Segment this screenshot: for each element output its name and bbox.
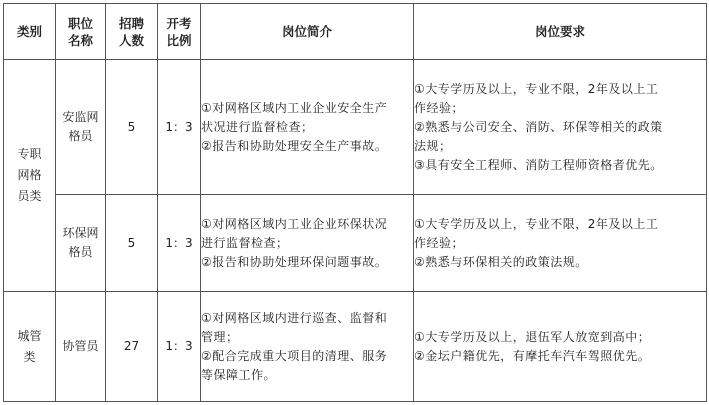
position-name-line: 环保网 bbox=[62, 226, 99, 240]
position-name-line: 格员 bbox=[68, 129, 93, 143]
requirement-line: 作经验； bbox=[414, 100, 465, 115]
header-hiring-line-1: 招聘 bbox=[118, 15, 144, 31]
intro-line: ①对网格区域内工业企业安全生产 bbox=[201, 100, 388, 115]
header-ratio-line-2: 比例 bbox=[166, 32, 192, 48]
position-name-line: 协管员 bbox=[62, 339, 99, 353]
intro-line: ②配合完成重大项目的清理、服务 bbox=[201, 348, 388, 363]
requirement-line: 法规； bbox=[414, 138, 452, 153]
header-category bbox=[4, 4, 56, 60]
table-row bbox=[4, 60, 707, 195]
hiring-count-cell: 27 bbox=[106, 292, 158, 402]
requirement-line: 作经验； bbox=[414, 235, 465, 250]
intro-line: 管理； bbox=[201, 329, 239, 344]
category-cell bbox=[4, 292, 56, 402]
table-row bbox=[4, 195, 707, 292]
job-requirements-cell bbox=[414, 292, 707, 402]
intro-line: ①对网格区域内工业企业环保状况 bbox=[201, 216, 388, 231]
header-hiring-count bbox=[106, 4, 158, 60]
header-exam-ratio bbox=[158, 4, 201, 60]
job-table bbox=[3, 3, 707, 402]
requirement-line: ①大专学历及以上，退伍军人放宽到高中； bbox=[414, 329, 651, 344]
header-job-requirements bbox=[414, 4, 707, 60]
requirement-line: ②熟悉与环保相关的政策法规。 bbox=[414, 254, 588, 269]
category-line: 网格 bbox=[17, 168, 42, 182]
intro-line: 等保障工作。 bbox=[201, 367, 277, 382]
requirement-line: ③具有安全工程师、消防工程师资格者优先。 bbox=[414, 157, 663, 172]
header-category-line: 类别 bbox=[16, 24, 42, 39]
header-requirements-line: 岗位要求 bbox=[534, 24, 585, 39]
intro-line: ①对网格区域内进行巡查、监督和 bbox=[201, 310, 388, 325]
category-line: 专职 bbox=[17, 147, 42, 161]
header-hiring-line-2: 人数 bbox=[118, 32, 144, 48]
requirement-line: ②熟悉与公司安全、消防、环保等相关的政策 bbox=[414, 119, 663, 134]
position-name-line: 安监网 bbox=[62, 110, 99, 124]
category-line: 员类 bbox=[17, 189, 42, 203]
exam-ratio-cell: 1：3 bbox=[158, 195, 201, 292]
intro-line: ②报告和协助处理环保问题事故。 bbox=[201, 254, 388, 269]
header-intro-line: 岗位简介 bbox=[281, 24, 332, 39]
position-name-cell bbox=[56, 292, 106, 402]
requirement-line: ①大专学历及以上，专业不限，2年及以上工 bbox=[414, 81, 659, 96]
header-ratio-line-1: 开考 bbox=[166, 15, 192, 31]
job-requirements-cell bbox=[414, 60, 707, 195]
job-intro-cell bbox=[201, 195, 414, 292]
intro-line: ②报告和协助处理安全生产事故。 bbox=[201, 138, 388, 153]
category-cell bbox=[4, 60, 56, 292]
position-name-cell bbox=[56, 195, 106, 292]
header-row bbox=[4, 4, 707, 60]
hiring-count-cell: 5 bbox=[106, 60, 158, 195]
header-position-line-1: 职位 bbox=[67, 15, 93, 31]
job-intro-cell bbox=[201, 60, 414, 195]
requirement-line: ②金坛户籍优先，有摩托车汽车驾照优先。 bbox=[414, 348, 651, 363]
category-line: 城管 bbox=[17, 328, 42, 343]
hiring-count-cell: 5 bbox=[106, 195, 158, 292]
table-row bbox=[4, 292, 707, 402]
position-name-cell bbox=[56, 60, 106, 195]
intro-line: 进行监督检查； bbox=[201, 235, 289, 250]
position-name-line: 格员 bbox=[68, 245, 93, 259]
exam-ratio-cell: 1：3 bbox=[158, 60, 201, 195]
category-line: 类 bbox=[23, 349, 36, 364]
requirement-line: ①大专学历及以上，专业不限，2年及以上工 bbox=[414, 216, 659, 231]
job-requirements-cell bbox=[414, 195, 707, 292]
header-position bbox=[56, 4, 106, 60]
header-job-intro bbox=[201, 4, 414, 60]
intro-line: 状况进行监督检查； bbox=[201, 119, 314, 134]
header-position-line-2: 名称 bbox=[67, 32, 93, 48]
job-intro-cell bbox=[201, 292, 414, 402]
exam-ratio-cell: 1：3 bbox=[158, 292, 201, 402]
